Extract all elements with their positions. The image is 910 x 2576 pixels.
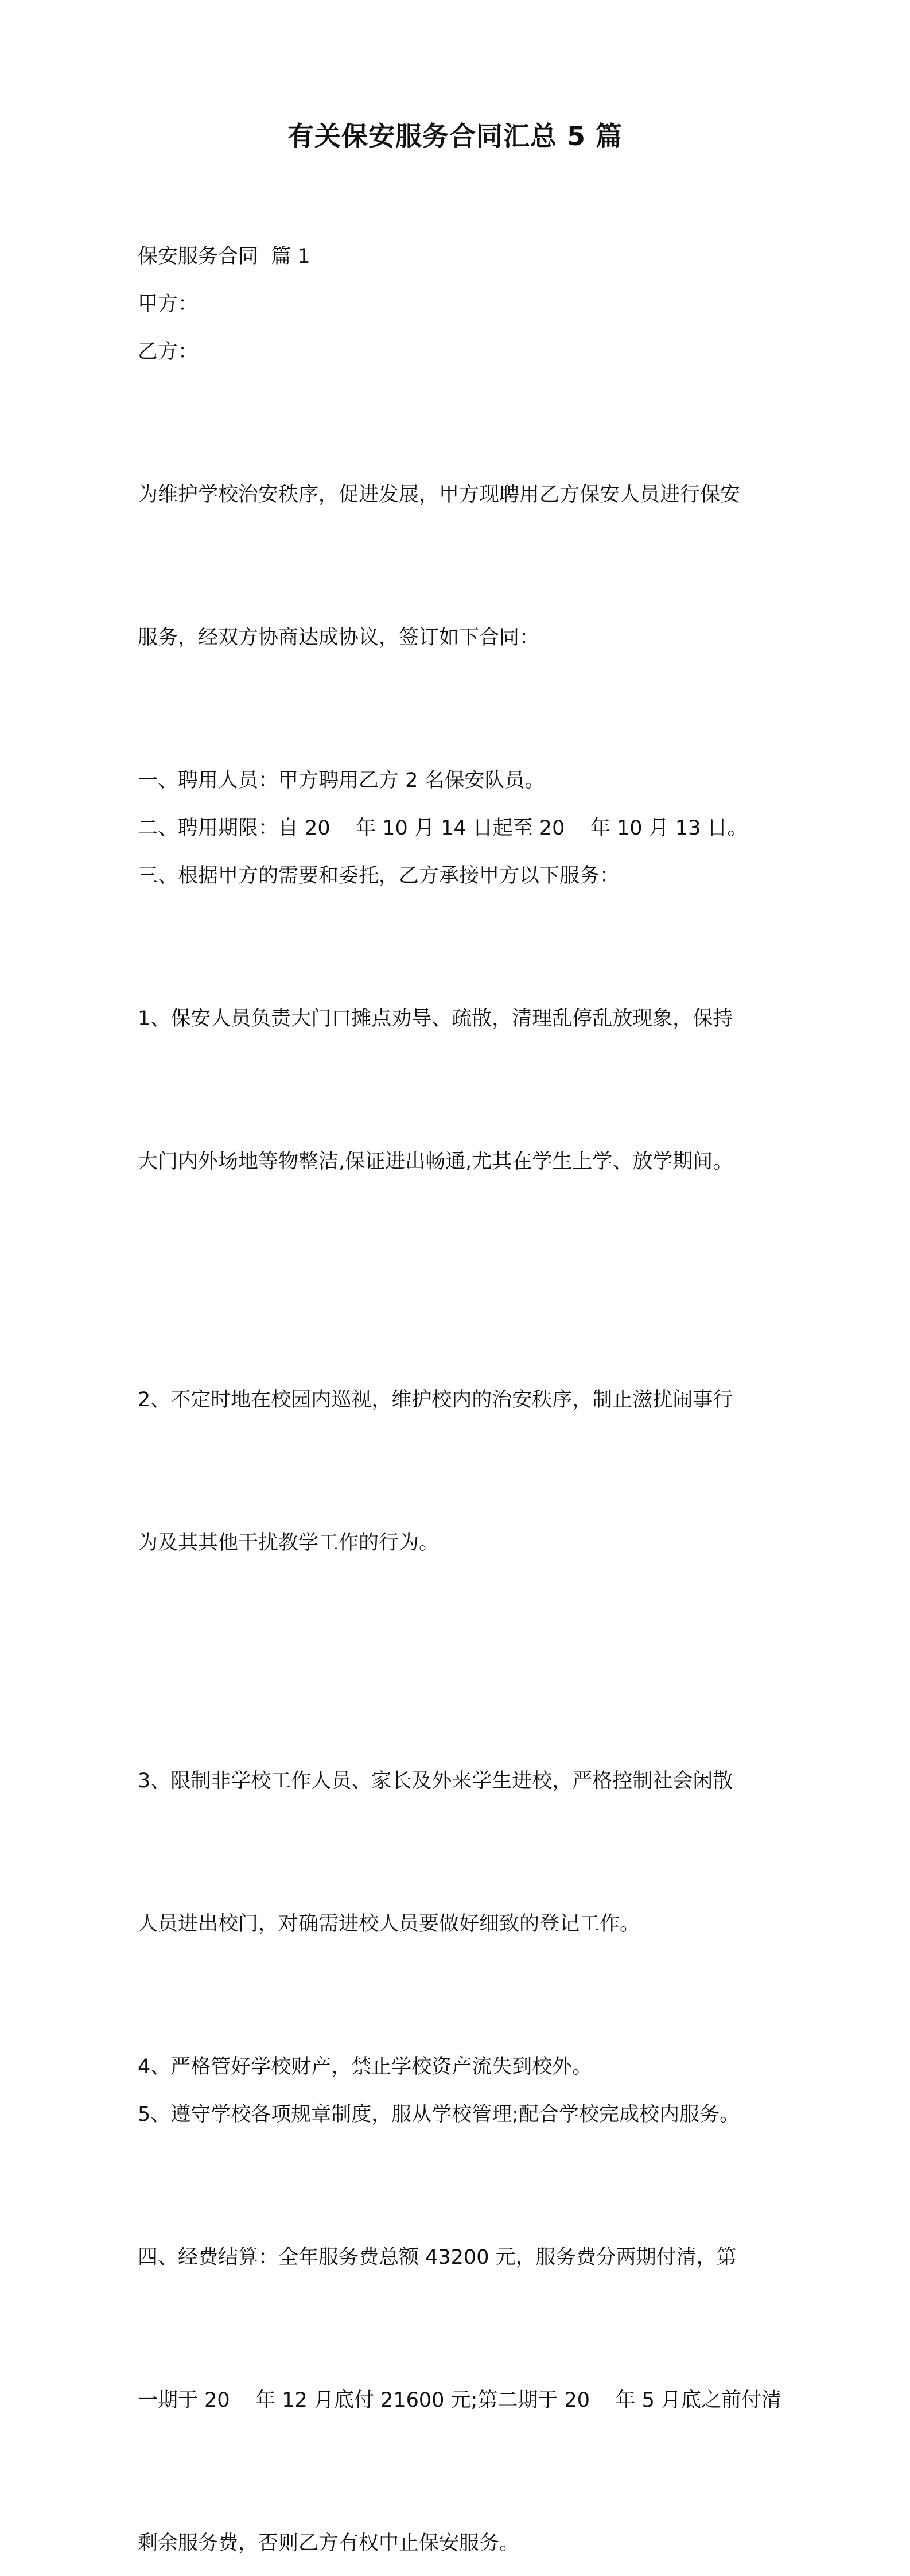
service-item-4: 4、严格管好学校财产，禁止学校资产流失到校外。 xyxy=(138,2055,593,2078)
service-item-2 xyxy=(138,1281,780,1662)
service-item-3 xyxy=(138,1662,780,2043)
text-line: 2、不定时地在校园内巡视，维护校内的治安秩序，制止滋扰闹事行 xyxy=(138,1388,733,1411)
party-a-label: 甲方： xyxy=(138,293,199,316)
text-line: 剩余服务费，否则乙方有权中止保安服务。 xyxy=(138,2532,520,2555)
text-line: 人员进出校门，对确需进校人员要做好细致的登记工作。 xyxy=(138,1912,640,1935)
text-line: 1、保安人员负责大门口摊点劝导、疏散，清理乱停乱放现象，保持 xyxy=(138,1007,733,1030)
document-body xyxy=(138,233,780,2576)
intro-paragraph xyxy=(138,376,780,757)
clause-3: 三、根据甲方的需要和委托，乙方承接甲方以下服务： xyxy=(138,864,620,887)
text-line: 一期于 20 年 12 月底付 21600 元;第二期于 20 年 5 月底之前付清 xyxy=(138,2389,782,2412)
party-b-label: 乙方： xyxy=(138,340,199,363)
service-item-1 xyxy=(138,900,780,1281)
service-item-5: 5、遵守学校各项规章制度，服从学校管理;配合学校完成校内服务。 xyxy=(138,2103,740,2126)
clause-2: 二、聘用期限：自 20 年 10 月 14 日起至 20 年 10 月 13 日。 xyxy=(138,817,748,840)
clause-1: 一、聘用人员：甲方聘用乙方 2 名保安队员。 xyxy=(138,769,545,792)
text-line: 3、限制非学校工作人员、家长及外来学生进校，严格控制社会闲散 xyxy=(138,1770,733,1793)
document-title: 有关保安服务合同汇总 5 篇 xyxy=(287,121,623,152)
text-line: 为及其其他干扰教学工作的行为。 xyxy=(138,1531,440,1554)
clause-4 xyxy=(138,2139,780,2576)
text-line: 服务，经双方协商达成协议，签订如下合同： xyxy=(138,626,540,649)
text-line: 四、经费结算：全年服务费总额 43200 元，服务费分两期付清，第 xyxy=(138,2246,737,2269)
text-line: 大门内外场地等物整洁,保证进出畅通,尤其在学生上学、放学期间。 xyxy=(138,1150,733,1173)
text-line: 为维护学校治安秩序，促进发展，甲方现聘用乙方保安人员进行保安 xyxy=(138,483,741,506)
section-heading: 保安服务合同 篇 1 xyxy=(138,245,310,268)
